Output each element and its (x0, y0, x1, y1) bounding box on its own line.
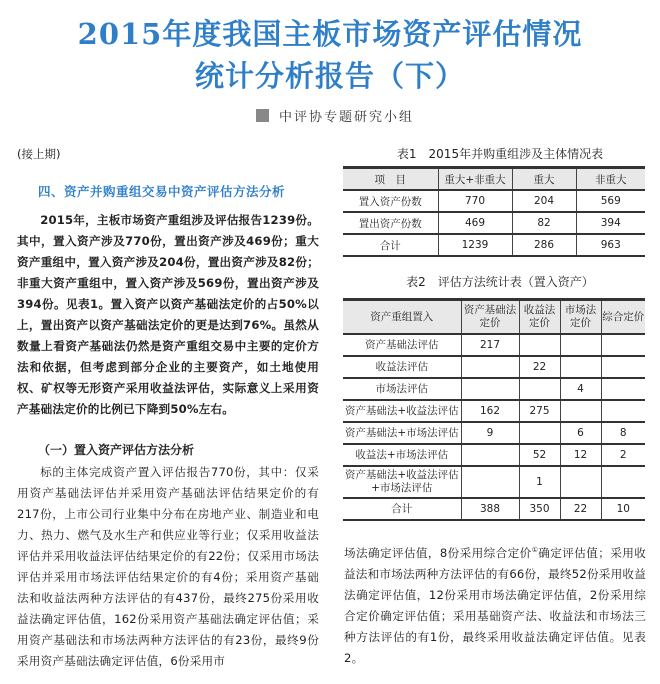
paragraph-1: 2015年，主板市场资产重组涉及评估报告1239份。其中，置入资产涉及770份，置出资产涉及469份；重大资产重组中，置入资产涉及204份，置出资产涉及82份；非重大资产重组中，置入资产涉及569份，置出资产涉及394份。见表1。置入资产以资产基础法定价的占50%以上，置出资产以资产基础法定价的更是达到76%。虽然从数量上看资产基础法仍然是资产重组交易中主要的定价方法和依据，但考虑到部分企业的主要资产，如土地使用权、矿权等无形资产采用收益法评估，实际意义上采用资产基础法定价的比例已下降到50%左右。 (17, 213, 319, 416)
table-cell: 8 (601, 422, 645, 444)
table-cell (461, 444, 519, 466)
table-cell: 394 (576, 212, 645, 234)
table1 (343, 166, 645, 257)
table-cell (560, 334, 601, 356)
table-cell: 资产基础法评估 (343, 334, 461, 356)
section-title: 四、资产并购重组交易中资产评估方法分析 (38, 184, 286, 199)
table-cell: 12 (560, 444, 601, 466)
table-cell: 合计 (343, 234, 438, 256)
table-cell (560, 400, 601, 422)
table-cell: 资产基础法+收益法评估 (343, 400, 461, 422)
table-cell (601, 466, 645, 498)
table2-header: 综合定价 (601, 300, 645, 335)
table-cell: 22 (560, 498, 601, 520)
table2-header: 资产重组置入 (343, 300, 461, 335)
table-row (343, 400, 645, 422)
paragraph-3 (344, 540, 646, 669)
table-cell (461, 466, 519, 498)
table-row (343, 466, 645, 498)
table-cell: 286 (512, 234, 576, 256)
table-cell: 52 (519, 444, 560, 466)
table-cell (601, 356, 645, 378)
table-cell: 963 (576, 234, 645, 256)
footnote-marker[interactable]: ① (531, 546, 539, 554)
table-cell (601, 378, 645, 400)
table-row (343, 498, 645, 520)
table-cell: 1239 (438, 234, 512, 256)
subheading: （一）置入资产评估方法分析 (38, 443, 195, 457)
table-cell: 10 (601, 498, 645, 520)
table-cell: 2 (601, 444, 645, 466)
table-row (343, 212, 645, 234)
table-cell (461, 378, 519, 400)
table-row (343, 378, 645, 400)
table-cell: 388 (461, 498, 519, 520)
table-cell: 6 (560, 422, 601, 444)
table-row (343, 422, 645, 444)
table-cell: 市场法评估 (343, 378, 461, 400)
table-cell: 569 (576, 190, 645, 212)
square-bullet-icon (256, 109, 269, 122)
table-cell (519, 378, 560, 400)
table1-header: 非重大 (576, 168, 645, 191)
table-cell: 4 (560, 378, 601, 400)
table-cell (560, 356, 601, 378)
table1-header-row (343, 168, 645, 191)
table-cell: 82 (512, 212, 576, 234)
byline-author: 中评协专题研究小组 (279, 110, 415, 125)
table-cell: 置出资产份数 (343, 212, 438, 234)
table1-header: 重大+非重大 (438, 168, 512, 191)
table2-header: 收益法定价 (519, 300, 560, 335)
table1-header: 项 目 (343, 168, 438, 191)
continued-note: (接上期) (17, 147, 61, 161)
table-cell: 1 (519, 466, 560, 498)
table-cell: 469 (438, 212, 512, 234)
table-cell: 275 (519, 400, 560, 422)
table-row (343, 356, 645, 378)
table-cell: 资产基础法+收益法评估+市场法评估 (343, 466, 461, 498)
article-title-line2: 统计分析报告（下） (194, 59, 465, 93)
table-cell: 置入资产份数 (343, 190, 438, 212)
table2 (343, 298, 645, 521)
table-cell (601, 400, 645, 422)
table-row (343, 190, 645, 212)
table-cell: 收益法+市场法评估 (343, 444, 461, 466)
table2-header: 市场法定价 (560, 300, 601, 335)
article-title-line1: 2015年度我国主板市场资产评估情况 (77, 17, 583, 51)
table-cell: 资产基础法+市场法评估 (343, 422, 461, 444)
table2-caption: 表2 评估方法统计表（置入资产） (406, 275, 594, 289)
table-cell: 9 (461, 422, 519, 444)
byline (256, 106, 414, 125)
table-cell: 162 (461, 400, 519, 422)
table-cell: 合计 (343, 498, 461, 520)
table1-header: 重大 (512, 168, 576, 191)
table-cell (519, 422, 560, 444)
table2-header: 资产基础法定价 (461, 300, 519, 335)
table-cell: 350 (519, 498, 560, 520)
paragraph-3-part-b: 确定评估值；采用收益法和市场法两种方法评估的有66份，最终52份采用收益法确定评估值，12份采用市场法确定评估值，2份采用综合定价确定评估值；采用基础资产法、收益法和市场法三种方法评估的有1份，最终采用收益法确定评估值。见表2。 (344, 545, 646, 665)
table-cell: 217 (461, 334, 519, 356)
table-row (343, 334, 645, 356)
paragraph-3-part-a: 场法确定评估值，8份采用综合定价 (344, 545, 532, 560)
table1-caption: 表1 2015年并购重组涉及主体情况表 (396, 147, 604, 161)
paragraph-2: 标的主体完成资产置入评估报告770份，其中：仅采用资产基础法评估并采用资产基础法评估结果定价的有217份，上市公司行业集中分布在房地产业、制造业和电力、热力、燃气及水生产和供应业等行业；仅采用收益法评估并采用收益法评估结果定价的有22份；仅采用市场法评估并采用市场法评估结果定价的有4份；采用资产基础法和收益法两种方法评估的有437份，最终275份采用收益法确定评估值，162份采用资产基础法确定评估值；采用资产基础法和市场法两种方法评估的有23份，最终9份采用资产基础法确定评估值，6份采用市 (17, 465, 319, 668)
table-row (343, 444, 645, 466)
table-cell: 770 (438, 190, 512, 212)
table-cell (461, 356, 519, 378)
table-cell (601, 334, 645, 356)
table-row (343, 234, 645, 256)
table-cell (519, 334, 560, 356)
table-cell (560, 466, 601, 498)
table-cell: 收益法评估 (343, 356, 461, 378)
table-cell: 22 (519, 356, 560, 378)
table-cell: 204 (512, 190, 576, 212)
table2-header-row (343, 300, 645, 335)
